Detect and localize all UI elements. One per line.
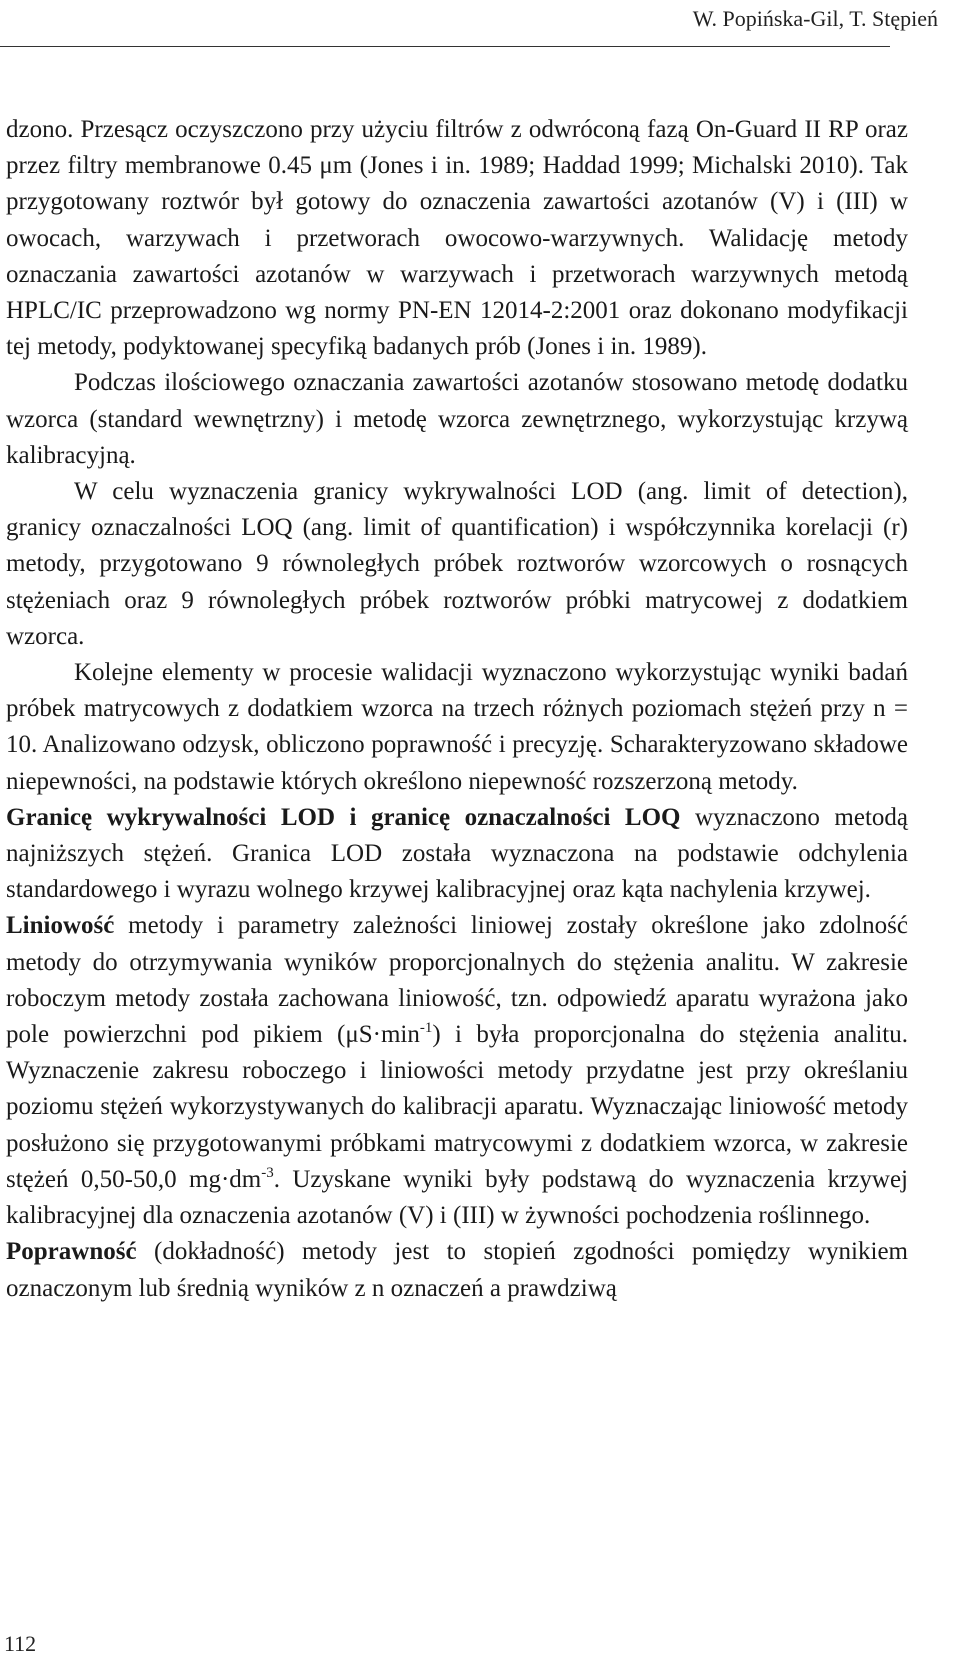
term-linearity: Liniowość [6,912,115,940]
superscript-min-exponent: -1 [419,1020,433,1037]
paragraph-lod-loq [6,800,908,909]
paragraph-linearity-text-a: metody i parametry zależności liniowej zostały określone jako zdolność metody do otrzymywania wyników proporcjonalnych do stężenia analitu. W zakresie roboczym metody została zachowana liniowość, tzn. odpowiedź aparatu wyrażona jako pole powierzchni pod pikiem (μS·min [6,912,908,1049]
paragraph-accuracy-text: (dokładność) metody jest to stopień zgodności pomiędzy wynikiem oznaczonym lub średnią wyników z n oznaczeń a prawdziwą [6,1238,908,1302]
header-divider [0,46,890,47]
paragraph-1: dzono. Przesącz oczyszczono przy użyciu filtrów z odwróconą fazą On-Guard II RP oraz przez filtry membranowe 0.45 μm (Jones i in. 1989; Haddad 1999; Michalski 2010). Tak przygotowany roztwór był gotowy do oznaczenia zawartości azotanów (V) i (III) w owocach, warzywach i przetworach owocowo-warzywnych. Walidację metody oznaczania zawartości azotanów w warzywach i przetworach warzywnych metodą HPLC/IC przeprowadzono wg normy PN-EN 12014-2:2001 oraz dokonano modyfikacji tej metody, podyktowanej specyfiką badanych prób (Jones i in. 1989). [6,116,908,361]
paragraph-linearity [6,908,908,1234]
paragraph-2: Podczas ilościowego oznaczania zawartości azotanów stosowano metodę dodatku wzorca (standard wewnętrzny) i metodę wzorca zewnętrznego, wykorzystując krzywą kalibracyjną. [6,369,908,469]
paragraph-4: Kolejne elementy w procesie walidacji wyznaczono wykorzystując wyniki badań próbek matrycowych z dodatkiem wzorca na trzech różnych poziomach stężeń przy n = 10. Analizowano odzysk, obliczono poprawność i precyzję. Scharakteryzowano składowe niepewności, na podstawie których określono niepewność rozszerzoną metody. [6,659,908,795]
term-accuracy: Poprawność [6,1238,137,1266]
paragraph-lod-loq-text: wyznaczono metodą najniższych stężeń. Granica LOD została wyznaczona na podstawie odchylenia standardowego i wyrazu wolnego krzywej kalibracyjnej oraz kąta nachylenia krzywej. [6,803,908,904]
superscript-dm-exponent: -3 [261,1164,274,1181]
paragraph-linearity-text-b: ) i była proporcjonalna do stężenia analitu. Wyznaczenie zakresu roboczego i liniowości metody przydatne jest przy określaniu poziomu stężeń wykorzystywanych do kalibracji aparatu. Wyznaczając liniowość metody posłużono się przygotowanymi próbkami matrycowymi z dodatkiem wzorca, w zakresie stężeń 0,50-50,0 mg·dm [6,1021,908,1193]
paragraph-linearity-text-c: . Uzyskane wyniki były podstawą do wyznaczenia krzywej kalibracyjnej dla oznaczenia azotanów (V) i (III) w żywności pochodzenia roślinnego. [6,1165,908,1230]
body-text [6,112,908,1307]
term-lod-loq: Granicę wykrywalności LOD i granicę oznaczalności LOQ [6,803,681,831]
running-header: W. Popińska-Gil, T. Stępień [692,6,938,31]
page-number: 112 [4,1631,37,1656]
paragraph-3: W celu wyznaczenia granicy wykrywalności LOD (ang. limit of detection), granicy oznaczalności LOQ (ang. limit of quantification) i współczynnika korelacji (r) metody, przygotowano 9 równoległych próbek roztworów wzorcowych o rosnących stężeniach oraz 9 równoległych próbek roztworów próbki matrycowej z dodatkiem wzorca. [6,478,908,650]
paragraph-accuracy [6,1234,908,1306]
